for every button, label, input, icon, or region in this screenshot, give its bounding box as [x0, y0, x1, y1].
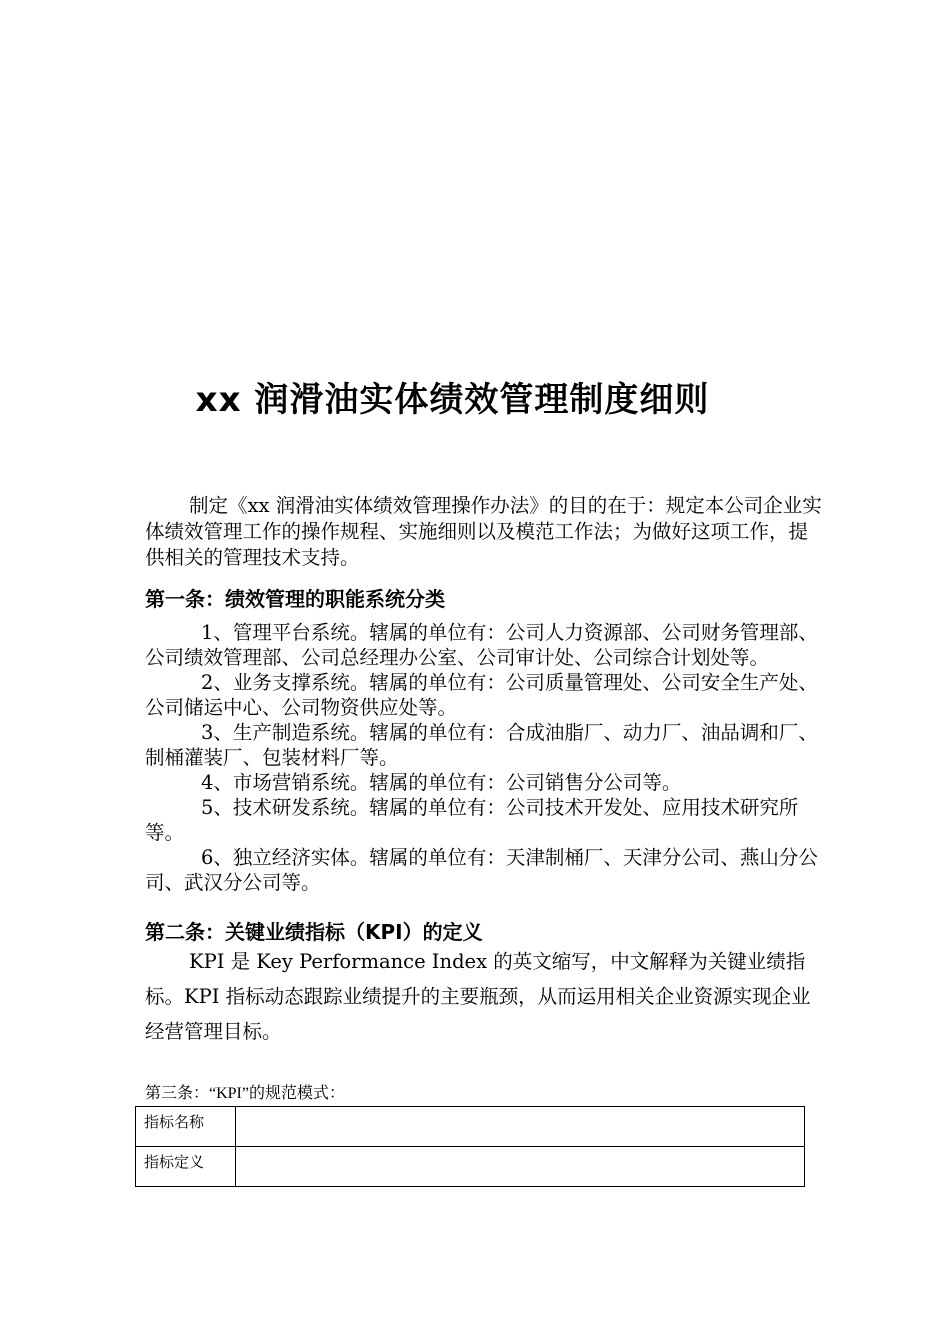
kpi-definition-paragraph: KPI 是 Key Performance Index 的英文缩写，中文解释为关键业绩指标。KPI 指标动态跟踪业绩提升的主要瓶颈，从而运用相关企业资源实现企业经营管理目标。: [145, 950, 811, 1043]
list-item: 3、生产制造系统。辖属的单位有：合成油脂厂、动力厂、油品调和厂、制桶灌装厂、包装材料厂等。: [145, 721, 818, 769]
list-item: 6、独立经济实体。辖属的单位有：天津制桶厂、天津分公司、燕山分公司、武汉分公司等。: [145, 846, 818, 894]
table-cell-label: 指标名称: [136, 1107, 236, 1147]
list-item: 5、技术研发系统。辖属的单位有：公司技术开发处、应用技术研究所等。: [145, 796, 799, 844]
list-item: 4、市场营销系统。辖属的单位有：公司销售分公司等。: [201, 771, 682, 794]
table-cell-value: [236, 1107, 805, 1147]
article-3-heading: 第三条：“KPI”的规范模式：: [145, 1085, 345, 1102]
intro-paragraph: 制定《xx 润滑油实体绩效管理操作办法》的目的在于：规定本公司企业实体绩效管理工作的操作规程、实施细则以及模范工作法；为做好这项工作，提供相关的管理技术支持。: [145, 494, 822, 569]
list-item: 2、业务支撑系统。辖属的单位有：公司质量管理处、公司安全生产处、公司储运中心、公司物资供应处等。: [145, 671, 818, 719]
table-cell-label: 指标定义: [136, 1147, 236, 1187]
function-system-list: [145, 620, 825, 895]
table-row: [136, 1107, 805, 1147]
table-cell-value: [236, 1147, 805, 1187]
list-item: 1、管理平台系统。辖属的单位有：公司人力资源部、公司财务管理部、公司绩效管理部、公司总经理办公室、公司审计处、公司综合计划处等。: [145, 621, 818, 669]
table-row: [136, 1147, 805, 1187]
article-2-heading: 第二条：关键业绩指标（KPI）的定义: [145, 920, 483, 944]
kpi-template-table: [135, 1106, 805, 1187]
article-1-heading: 第一条：绩效管理的职能系统分类: [145, 587, 445, 611]
document-title: xx 润滑油实体绩效管理制度细则: [195, 380, 710, 420]
